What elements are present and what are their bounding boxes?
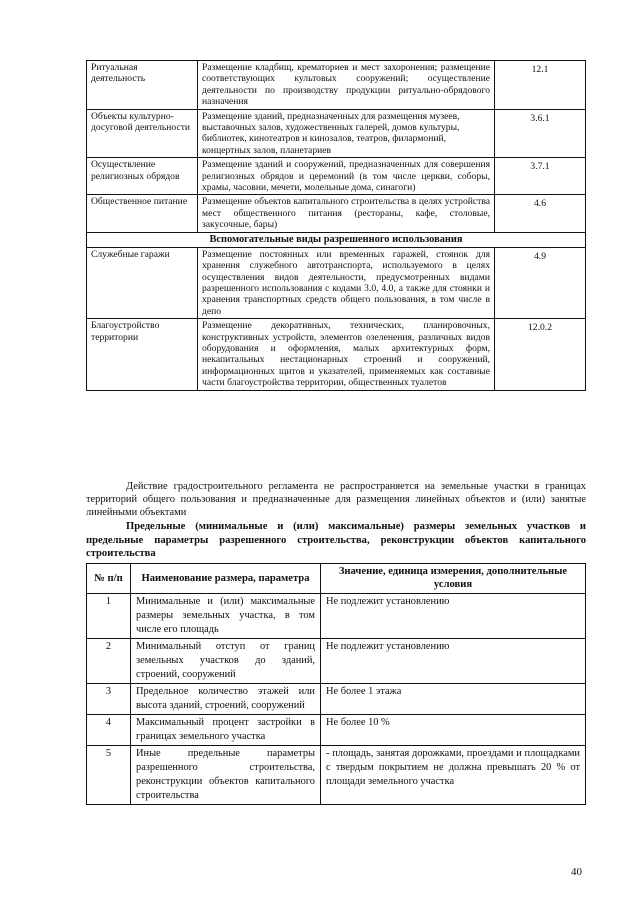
table-row [87,61,586,110]
use-description: Размещение декоративных, технических, планировочных, конструктивных устройств, элементов озеленения, различных видов оборудования и оформления, малых архитектурных форм, некапитальных нестационарных строений и сооружений, информационных щитов и указателей, применяемых как составные части благоустройства территории, общественных туалетов [198,319,495,390]
column-header-name: Наименование размера, параметра [131,564,321,594]
table-row [87,109,586,158]
use-name: Служебные гаражи [87,247,198,318]
section-header-row [87,232,586,247]
row-number: 3 [87,683,131,714]
regulation-paragraph: Действие градостроительного регламента не распространяется на земельные участки в границах территорий общего пользования и предназначенные для размещения линейных объектов и (или) занятые линейными объектами [86,481,586,519]
parameter-name: Иные предельные параметры разрешенного строительства, реконструкции объектов капитального строительства [131,745,321,804]
table-row [87,158,586,195]
use-description: Размещение зданий и сооружений, предназначенных для совершения религиозных обрядов и церемоний (в том числе церкви, соборы, храмы, часовни, мечети, молельные дома, синагоги) [198,158,495,195]
use-name: Осуществление религиозных обрядов [87,158,198,195]
use-name: Ритуальная деятельность [87,61,198,110]
table-row [87,195,586,232]
use-description: Размещение кладбищ, крематориев и мест захоронения; размещение соответствующих культовых сооружений; осуществление деятельности по производству продукции ритуально-обрядового назначения [198,61,495,110]
column-header-num: № п/п [87,564,131,594]
section-title: Вспомогательные виды разрешенного использования [87,232,586,247]
parameter-value: Не подлежит установлению [321,638,586,683]
column-header-value: Значение, единица измерения, дополнительные условия [321,564,586,594]
use-description: Размещение объектов капитального строительства в целях устройства мест общественного питания (рестораны, кафе, столовые, закусочные, бары) [198,195,495,232]
row-number: 5 [87,745,131,804]
use-name: Объекты культурно-досуговой деятельности [87,109,198,158]
table-row [87,319,586,390]
row-number: 4 [87,714,131,745]
page-number: 40 [571,866,582,878]
row-number: 1 [87,593,131,638]
parameter-value: - площадь, занятая дорожками, проездами и площадками с твердым покрытием не должна превышать 20 % от площади земельного участка [321,745,586,804]
table-row [87,247,586,318]
table-row [87,593,586,638]
parameter-name: Максимальный процент застройки в границах земельного участка [131,714,321,745]
use-description: Размещение постоянных или временных гаражей, стоянок для хранения служебного автотранспорта, используемого в целях осуществления видов деятельности, предусмотренных видами разрешенного использования с кодами 3.0, 4.0, а также для стоянки и хранения транспортных средств общего пользования, в том числе в депо [198,247,495,318]
table-row [87,745,586,804]
use-description: Размещение зданий, предназначенных для размещения музеев, выставочных залов, художественных галерей, домов культуры, библиотек, кинотеатров и кинозалов, театров, филармоний, концертных залов, планетариев [198,109,495,158]
use-name: Благоустройство территории [87,319,198,390]
use-code: 3.6.1 [495,109,586,158]
use-code: 4.9 [495,247,586,318]
parameter-value: Не более 1 этажа [321,683,586,714]
use-code: 4.6 [495,195,586,232]
use-code: 12.1 [495,61,586,110]
parameters-table [86,563,586,805]
parameter-name: Предельное количество этажей или высота зданий, строений, сооружений [131,683,321,714]
parameter-value: Не подлежит установлению [321,593,586,638]
table-row [87,638,586,683]
use-code: 3.7.1 [495,158,586,195]
use-code: 12.0.2 [495,319,586,390]
table-row [87,714,586,745]
permitted-uses-table [86,60,586,391]
parameter-value: Не более 10 % [321,714,586,745]
table-row [87,683,586,714]
header-row [87,564,586,594]
use-name: Общественное питание [87,195,198,232]
parameter-name: Минимальные и (или) максимальные размеры земельных участка, в том числе его площадь [131,593,321,638]
parameter-name: Минимальный отступ от границ земельных участков до зданий, строений, сооружений [131,638,321,683]
section-heading: Предельные (минимальные и (или) максимальные) размеры земельных участков и предельные параметры разрешенного строительства, реконструкции объектов капитального строительства [86,521,586,560]
row-number: 2 [87,638,131,683]
